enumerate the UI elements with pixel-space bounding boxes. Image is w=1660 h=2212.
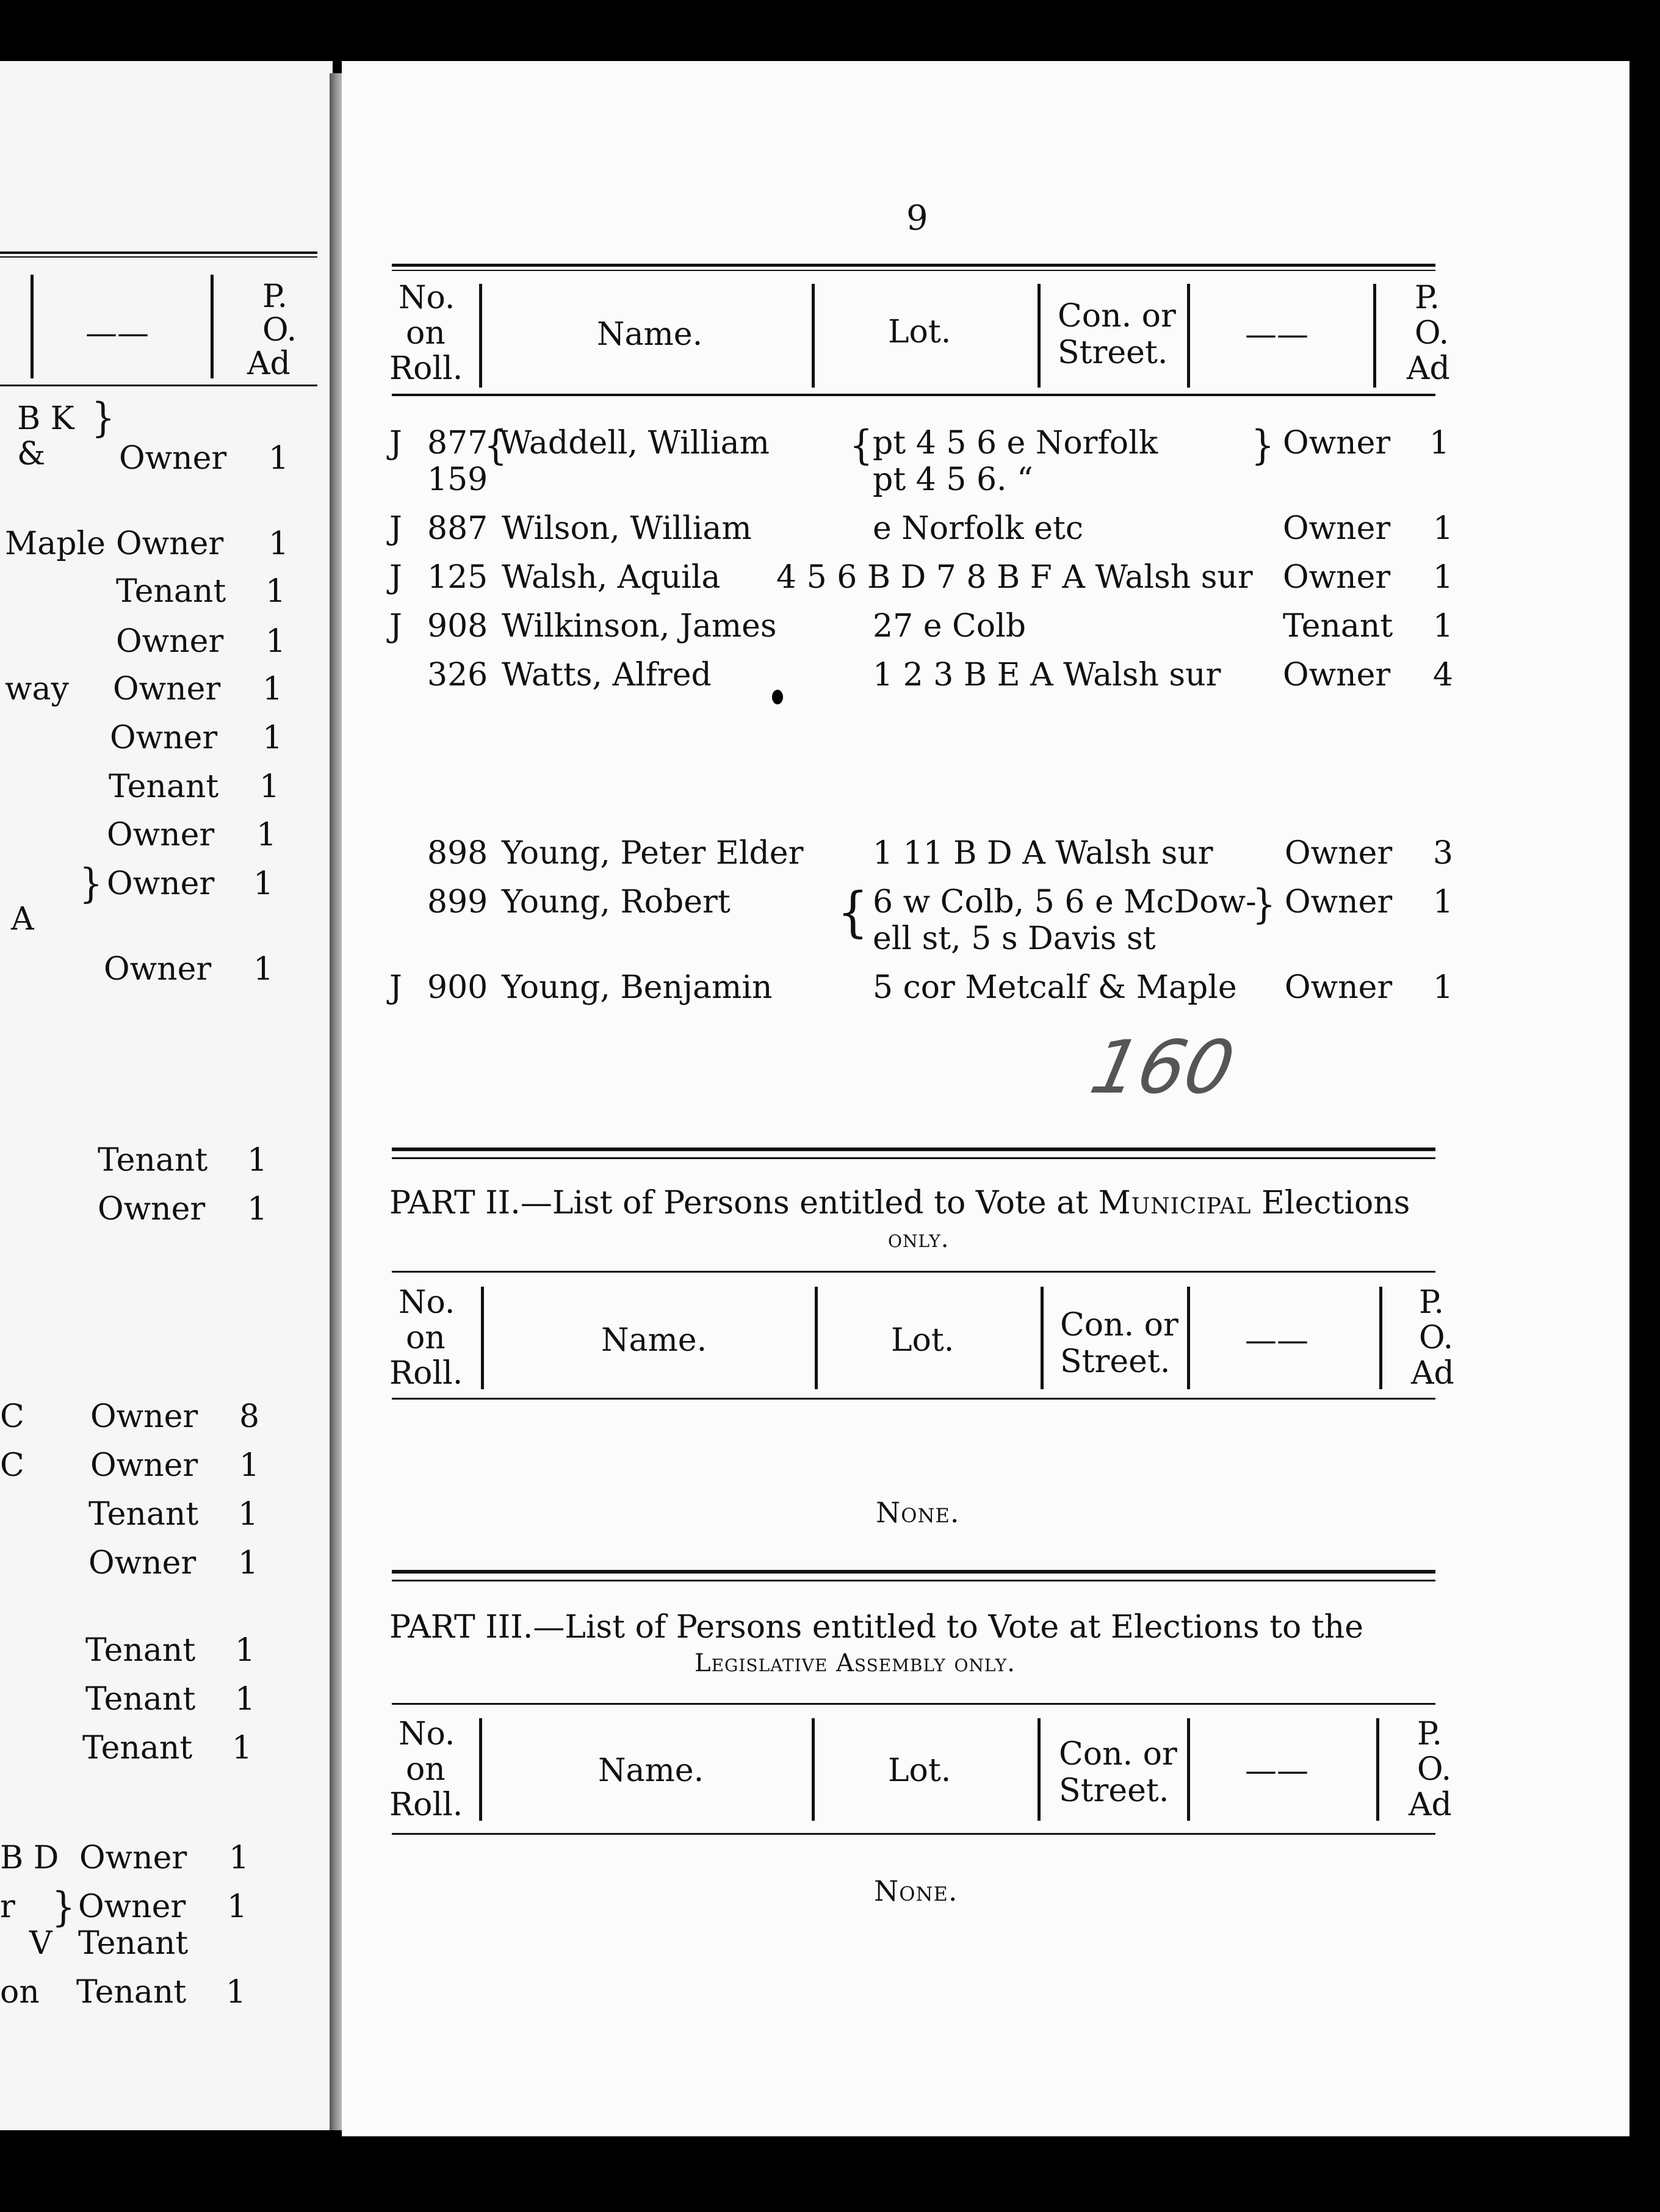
part2-heading-a: PART II.—List of Persons entitled to Vote at xyxy=(389,1185,1088,1221)
left-status: Owner xyxy=(90,1398,198,1435)
tenure-status: Owner xyxy=(1285,969,1393,1006)
left-po: 1 xyxy=(235,1632,256,1669)
lot: ell st, 5 s Davis st xyxy=(873,920,1156,957)
header-con-street: Street. xyxy=(1060,1343,1171,1380)
tenure-status: Owner xyxy=(1283,559,1391,596)
header-po: P. xyxy=(1417,1716,1442,1752)
header-bottom-rule xyxy=(392,394,1435,396)
roll-number: 877 xyxy=(427,425,488,461)
left-lot: Maple xyxy=(5,526,106,562)
header-po: Ad xyxy=(1411,1355,1454,1392)
left-status: Owner xyxy=(98,1191,206,1227)
roll-number: 899 xyxy=(427,884,488,920)
roll-number: 908 xyxy=(427,608,488,645)
voter-name: Watts, Alfred xyxy=(502,657,712,693)
part3-heading-line2: Legislative Assembly only. xyxy=(695,1649,1016,1677)
header-lot: Lot. xyxy=(891,1322,955,1359)
part-separator-rule xyxy=(392,1148,1435,1151)
left-status: Owner xyxy=(116,526,224,562)
header-name: Name. xyxy=(601,1322,707,1359)
header-con-street: Con. or xyxy=(1058,298,1176,334)
header-name: Name. xyxy=(597,316,703,353)
col-divider xyxy=(1376,1718,1379,1821)
part-separator-rule xyxy=(392,1570,1435,1574)
header-no-on-roll: on xyxy=(406,315,446,352)
left-header-blank: —— xyxy=(85,315,149,352)
col-divider xyxy=(1187,1718,1190,1821)
lot: 1 2 3 B E A Walsh sur xyxy=(873,657,1221,693)
handwritten-total: 160 xyxy=(1083,1025,1241,1110)
left-po: 8 xyxy=(239,1398,260,1435)
left-brace: } xyxy=(79,860,103,908)
voter-name: Young, Robert xyxy=(502,884,731,920)
tenure-status: Owner xyxy=(1283,425,1391,461)
header-top-rule xyxy=(392,1703,1435,1705)
right-brace: } xyxy=(1251,422,1275,469)
po-count: 1 xyxy=(1433,510,1454,547)
lot: pt 4 5 6. “ xyxy=(873,461,1033,498)
left-lot: & xyxy=(17,436,46,472)
left-brace: } xyxy=(92,394,115,442)
left-po: 1 xyxy=(226,1974,247,2011)
po-count: 3 xyxy=(1433,835,1454,872)
left-header-po: P. xyxy=(262,278,287,315)
header-con-street: Con. or xyxy=(1060,1307,1178,1343)
left-status: Owner xyxy=(113,671,221,707)
left-status: Owner xyxy=(90,1447,198,1484)
left-po: 1 xyxy=(269,440,289,477)
tenure-status: Owner xyxy=(1283,657,1391,693)
part2-heading xyxy=(389,1187,1410,1219)
header-blank: —— xyxy=(1245,1752,1308,1789)
lot: 6 w Colb, 5 6 e McDow- xyxy=(873,884,1257,920)
part3-none: None. xyxy=(874,1874,958,1907)
left-status: Tenant xyxy=(85,1681,196,1718)
voter-name: Young, Benjamin xyxy=(502,969,773,1006)
roll-prefix: J xyxy=(389,969,402,1006)
left-po: 1 xyxy=(229,1840,250,1876)
left-status: Owner xyxy=(110,720,218,756)
left-header-bottom-rule xyxy=(0,385,317,386)
header-po: O. xyxy=(1417,1751,1452,1788)
left-lot: B K xyxy=(17,400,74,437)
col-divider xyxy=(481,1287,484,1389)
left-header-top-rule-2 xyxy=(0,256,317,258)
voter-name: Walsh, Aquila xyxy=(502,559,721,596)
lot: 4 5 6 B D 7 8 B F A Walsh sur xyxy=(776,559,1253,596)
col-divider xyxy=(1187,284,1190,388)
left-status: Tenant xyxy=(78,1925,189,1962)
page-number: 9 xyxy=(906,198,928,238)
header-no-on-roll: No. xyxy=(399,1716,455,1752)
left-po: 1 xyxy=(235,1681,256,1718)
left-po: 1 xyxy=(232,1730,253,1766)
left-po: 1 xyxy=(238,1496,259,1533)
header-po: Ad xyxy=(1409,1787,1452,1823)
col-divider xyxy=(479,284,482,388)
header-no-on-roll: No. xyxy=(399,280,455,316)
header-no-on-roll: No. xyxy=(399,1284,455,1321)
voter-name: Wilson, William xyxy=(502,510,752,547)
left-po: 1 xyxy=(239,1447,260,1484)
col-divider xyxy=(1379,1287,1382,1389)
lot: 1 11 B D A Walsh sur xyxy=(873,835,1213,872)
header-top-rule-2 xyxy=(392,270,1435,271)
roll-number: 900 xyxy=(427,969,488,1006)
left-po: 1 xyxy=(247,1191,268,1227)
left-lot: V xyxy=(29,1925,52,1962)
left-status: Tenant xyxy=(109,768,219,805)
col-divider xyxy=(1187,1287,1190,1389)
left-status: Tenant xyxy=(82,1730,193,1766)
tenure-status: Owner xyxy=(1285,884,1393,920)
col-divider xyxy=(1038,1718,1041,1821)
left-status: Owner xyxy=(104,951,212,988)
col-divider xyxy=(1038,284,1041,388)
roll-prefix: J xyxy=(389,425,402,461)
left-header-divider xyxy=(31,275,34,378)
roll-prefix: J xyxy=(389,510,402,547)
roll-prefix: J xyxy=(389,559,402,596)
col-divider xyxy=(1041,1287,1044,1389)
header-top-rule xyxy=(392,1271,1435,1273)
left-po: 1 xyxy=(247,1142,268,1179)
header-po: O. xyxy=(1415,315,1449,352)
left-lot: r xyxy=(0,1889,15,1925)
header-bottom-rule xyxy=(392,1833,1435,1835)
roll-prefix: J xyxy=(389,608,402,645)
left-header-divider xyxy=(211,275,214,378)
po-count: 1 xyxy=(1433,884,1454,920)
header-con-street: Street. xyxy=(1059,1773,1169,1809)
header-no-on-roll: Roll. xyxy=(389,1355,463,1392)
left-po: 1 xyxy=(227,1889,248,1925)
previous-page-strip xyxy=(0,61,333,2130)
voter-name: Waddell, William xyxy=(499,425,770,461)
po-count: 1 xyxy=(1433,608,1454,645)
right-brace: } xyxy=(1252,881,1276,928)
po-count: 1 xyxy=(1429,425,1450,461)
po-count: 4 xyxy=(1433,657,1454,693)
header-no-on-roll: on xyxy=(406,1751,446,1788)
lot: pt 4 5 6 e Norfolk xyxy=(873,425,1158,461)
ink-blot xyxy=(772,690,783,704)
left-po: 1 xyxy=(238,1545,259,1581)
header-bottom-rule xyxy=(392,1398,1435,1400)
left-status: Owner xyxy=(78,1889,186,1925)
header-lot: Lot. xyxy=(888,1752,951,1789)
lot: e Norfolk etc xyxy=(873,510,1083,547)
part2-none: None. xyxy=(876,1496,960,1529)
left-po: 1 xyxy=(262,671,283,707)
header-blank: —— xyxy=(1245,316,1308,353)
lot: 27 e Colb xyxy=(873,608,1027,645)
header-no-on-roll: Roll. xyxy=(389,1787,463,1823)
col-divider xyxy=(812,1718,815,1821)
left-brace: { xyxy=(850,422,873,469)
left-status: Tenant xyxy=(98,1142,208,1179)
left-brace: { xyxy=(484,422,508,469)
header-lot: Lot. xyxy=(888,314,951,350)
left-lot: C xyxy=(0,1398,24,1435)
col-divider xyxy=(479,1718,482,1821)
left-lot: on xyxy=(0,1974,40,2011)
part3-heading: PART III.—List of Persons entitled to Vote at Elections to the xyxy=(389,1609,1363,1646)
left-status: Tenant xyxy=(85,1632,196,1669)
left-po: 1 xyxy=(259,768,280,805)
left-header-po: O. xyxy=(262,312,297,349)
part2-heading-line2: only. xyxy=(888,1225,950,1253)
left-status: Owner xyxy=(119,440,227,477)
left-header-top-rule xyxy=(0,251,317,254)
header-po: P. xyxy=(1415,280,1440,316)
part2-heading-b: Elections xyxy=(1261,1185,1410,1221)
left-status: Owner xyxy=(79,1840,187,1876)
left-po: 1 xyxy=(262,720,283,756)
main-page xyxy=(342,61,1629,2136)
left-po: 1 xyxy=(253,951,274,988)
po-count: 1 xyxy=(1433,969,1454,1006)
roll-number: 326 xyxy=(427,657,488,693)
header-po: Ad xyxy=(1407,350,1450,387)
left-status: Owner xyxy=(107,866,215,902)
left-status: Owner xyxy=(116,623,224,660)
header-blank: —— xyxy=(1245,1322,1308,1359)
left-po: 1 xyxy=(253,866,274,902)
header-name: Name. xyxy=(598,1752,704,1789)
left-status: Tenant xyxy=(116,573,226,610)
header-top-rule xyxy=(392,264,1435,267)
left-lot: way xyxy=(5,671,69,707)
po-count: 1 xyxy=(1433,559,1454,596)
header-no-on-roll: Roll. xyxy=(389,350,463,387)
voter-name: Young, Peter Elder xyxy=(502,835,804,872)
left-status: Tenant xyxy=(88,1496,199,1533)
roll-number: 159 xyxy=(427,461,488,498)
lot: 5 cor Metcalf & Maple xyxy=(873,969,1237,1006)
left-status: Owner xyxy=(88,1545,197,1581)
header-no-on-roll: on xyxy=(406,1320,446,1356)
voter-name: Wilkinson, James xyxy=(502,608,777,645)
left-lot: B D xyxy=(0,1840,59,1876)
header-con-street: Con. or xyxy=(1059,1736,1177,1773)
left-brace: } xyxy=(52,1884,76,1931)
header-po: P. xyxy=(1419,1284,1444,1321)
tenure-status: Owner xyxy=(1285,835,1393,872)
part2-heading-sc: Municipal xyxy=(1098,1185,1252,1221)
left-lot: C xyxy=(0,1447,24,1484)
part-separator-rule-2 xyxy=(392,1157,1435,1159)
part-separator-rule-2 xyxy=(392,1580,1435,1581)
left-header-po: Ad xyxy=(247,345,290,382)
col-divider xyxy=(815,1287,818,1389)
header-po: O. xyxy=(1419,1320,1454,1356)
left-brace: { xyxy=(837,881,868,944)
left-status: Owner xyxy=(107,817,215,853)
tenure-status: Tenant xyxy=(1283,608,1393,645)
left-po: 1 xyxy=(265,623,286,660)
roll-number: 125 xyxy=(427,559,488,596)
left-po: 1 xyxy=(269,526,289,562)
col-divider xyxy=(1373,284,1376,388)
left-po: 1 xyxy=(256,817,277,853)
header-con-street: Street. xyxy=(1058,334,1168,371)
roll-number: 898 xyxy=(427,835,488,872)
tenure-status: Owner xyxy=(1283,510,1391,547)
roll-number: 887 xyxy=(427,510,488,547)
col-divider xyxy=(812,284,815,388)
left-lot: A xyxy=(11,901,34,938)
left-status: Tenant xyxy=(76,1974,187,2011)
left-po: 1 xyxy=(265,573,286,610)
